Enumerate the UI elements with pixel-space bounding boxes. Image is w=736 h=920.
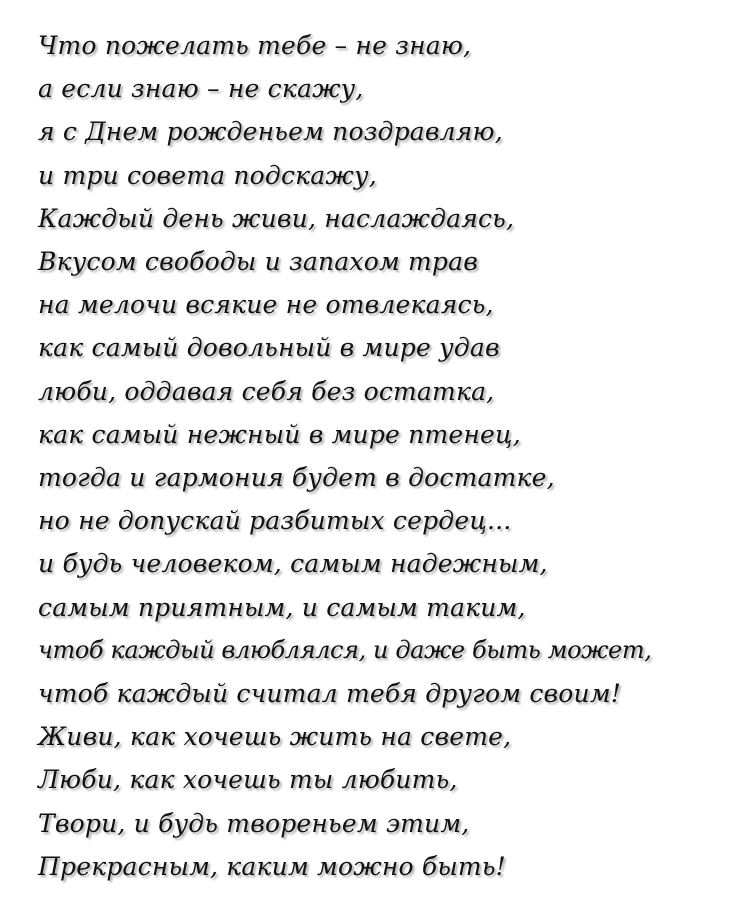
- poem-line: Каждый день живи, наслаждаясь,: [38, 203, 515, 233]
- poem-line: и три совета подскажу,: [38, 160, 377, 190]
- poem-line: на мелочи всякие не отвлекаясь,: [38, 290, 494, 320]
- poem-line: чтоб каждый считал тебя другом своим!: [38, 679, 621, 709]
- poem-line: как самый нежный в мире птенец,: [38, 419, 521, 449]
- poem-line: я с Днем рожденьем поздравляю,: [38, 117, 503, 147]
- poem-line: как самый довольный в мире удав: [38, 333, 500, 363]
- poem-line: тогда и гармония будет в достатке,: [38, 463, 555, 493]
- poem-line: чтоб каждый влюблялся, и даже быть может,: [38, 635, 652, 664]
- poem-line: и будь человеком, самым надежным,: [38, 549, 548, 579]
- poem-line: Прекрасным, каким можно быть!: [38, 851, 506, 881]
- poem-line: Вкусом свободы и запахом трав: [38, 247, 478, 277]
- poem-line: самым приятным, и самым таким,: [38, 592, 526, 622]
- poem-text: [38, 24, 718, 888]
- poem-line: Что пожелать тебе – не знаю,: [38, 31, 472, 60]
- poem-line: а если знаю – не скажу,: [38, 74, 364, 104]
- poem-line: Живи, как хочешь жить на свете,: [38, 722, 512, 752]
- poem-line: но не допускай разбитых сердец...: [38, 506, 512, 536]
- poem-line: Твори, и будь твореньем этим,: [38, 808, 470, 838]
- poem-line: люби, оддавая себя без остатка,: [38, 376, 495, 406]
- poem-line: Люби, как хочешь ты любить,: [38, 765, 458, 795]
